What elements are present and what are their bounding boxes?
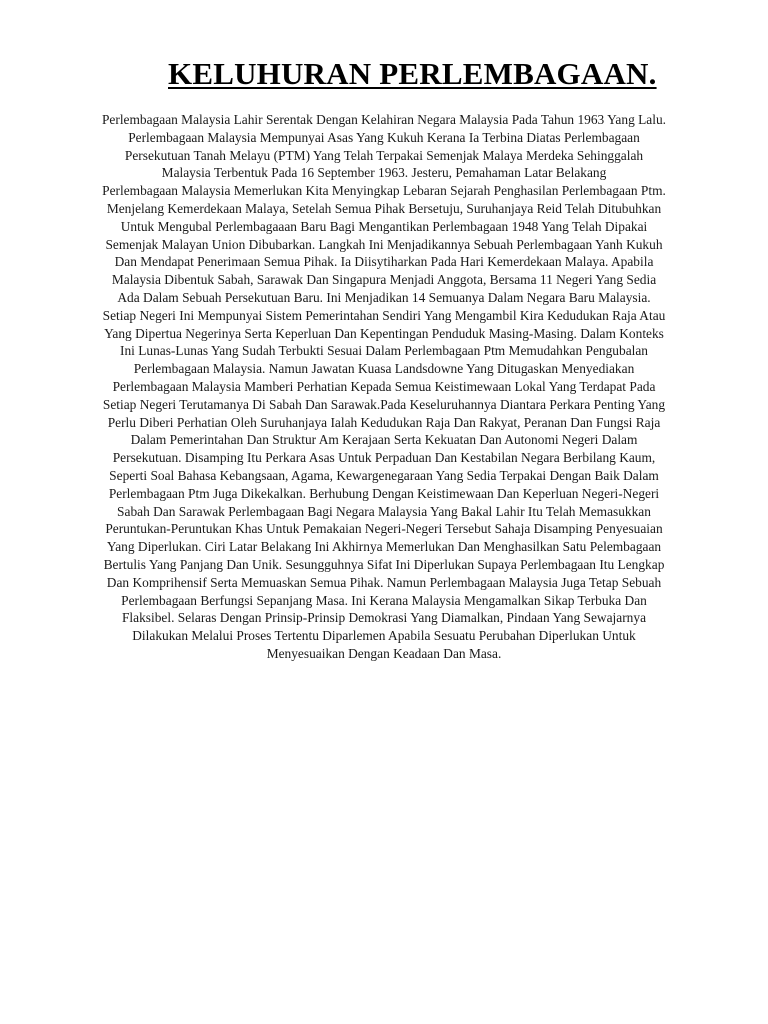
body-line: Perlu Diberi Perhatian Oleh Suruhanjaya Ialah Kedudukan Raja Dan Rakyat, Peranan Dan Fungsi Raja xyxy=(107,414,661,430)
body-line: Sabah Dan Sarawak Perlembagaan Bagi Negara Malaysia Yang Bakal Lahir Itu Telah Memasukkan xyxy=(117,503,651,519)
body-line: Semenjak Malayan Union Dibubarkan. Langkah Ini Menjadikannya Sebuah Perlembagaan Yanh Kukuh xyxy=(105,236,663,252)
body-line: Perlembagaan Malaysia Memerlukan Kita Menyingkap Lebaran Sejarah Penghasilan Perlembagaan Ptm. xyxy=(102,183,666,199)
body-line: Flaksibel. Selaras Dengan Prinsip-Prinsip Demokrasi Yang Diamalkan, Pindaan Yang Sewajarnya xyxy=(121,610,647,626)
body-line: Bertulis Yang Panjang Dan Unik. Sesungguhnya Sifat Ini Diperlukan Supaya Perlembagaan Itu Lengkap xyxy=(103,556,665,572)
body-line: Yang Dipertua Negerinya Serta Keperluan Dan Kepentingan Penduduk Masing-Masing. Dalam Konteks xyxy=(104,325,664,341)
body-line: Dalam Pemerintahan Dan Struktur Am Kerajaan Serta Kekuatan Dan Autonomi Negeri Dalam xyxy=(130,432,638,448)
body-line: Menjelang Kemerdekaan Malaya, Setelah Semua Pihak Bersetuju, Suruhanjaya Reid Telah Ditubuhkan xyxy=(106,200,662,216)
body-line: Setiap Negeri Ini Mempunyai Sistem Pemerintahan Sendiri Yang Mengambil Kira Kedudukan Raja Atau xyxy=(102,307,666,323)
document-title: KELUHURAN PERLEMBAGAAN. xyxy=(168,56,657,91)
body-line: Malaysia Terbentuk Pada 16 September 1963. Jesteru, Pemahaman Latar Belakang xyxy=(161,165,607,181)
body-line: Perlembagaan Malaysia Lahir Serentak Dengan Kelahiran Negara Malaysia Pada Tahun 1963 Yang Lalu. xyxy=(101,112,666,127)
body-line: Peruntukan-Peruntukan Khas Untuk Pemakaian Negeri-Negeri Tersebut Sahaja Disamping Penyesuaian xyxy=(105,521,663,537)
body-line: Setiap Negeri Terutamanya Di Sabah Dan Sarawak.Pada Keseluruhannya Diantara Perkara Penting Yang xyxy=(102,396,666,412)
body-line: Perlembagaan Malaysia. Namun Jawatan Kuasa Landsdowne Yang Ditugaskan Menyediakan xyxy=(133,361,635,377)
body-line: Ada Dalam Sebuah Persekutuan Baru. Ini Menjadikan 14 Semuanya Dalam Negara Baru Malaysia. xyxy=(117,289,651,305)
body-line: Dan Mendapat Penerimaan Semua Pihak. Ia Diisytiharkan Pada Hari Kemerdekaan Malaya. Apabila xyxy=(114,254,654,270)
body-line: Untuk Mengubal Perlembagaaan Baru Bagi Mengantikan Perlembagaan 1948 Yang Telah Dipakai xyxy=(120,218,648,234)
body-line: Dan Komprihensif Serta Memuaskan Semua Pihak. Namun Perlembagaan Malaysia Juga Tetap Sebuah xyxy=(106,574,662,590)
body-line: Perlembagaan Malaysia Mamberi Perhatian Kepada Semua Keistimewaan Lokal Yang Terdapat Pada xyxy=(112,378,656,394)
body-line: Yang Diperlukan. Ciri Latar Belakang Ini Akhirnya Memerlukan Dan Menghasilkan Satu Pelembagaan xyxy=(106,539,662,555)
body-line: Persekutuan Tanah Melayu (PTM) Yang Telah Terpakai Semenjak Malaya Merdeka Sehinggalah xyxy=(124,147,644,163)
body-line: Seperti Soal Bahasa Kebangsaan, Agama, Kewargenegaraan Yang Sedia Terpakai Dengan Baik Dalam xyxy=(109,467,659,483)
body-line: Malaysia Dibentuk Sabah, Sarawak Dan Singapura Menjadi Anggota, Bersama 11 Negeri Yang Sedia xyxy=(111,272,657,288)
body-line: Perlembagaan Ptm Juga Dikekalkan. Berhubung Dengan Keistimewaan Dan Keperluan Negeri-Negeri xyxy=(108,485,660,501)
body-line: Ini Lunas-Lunas Yang Sudah Terbukti Sesuai Dalam Perlembagaan Ptm Memudahkan Pengubalan xyxy=(119,343,649,359)
body-line: Menyesuaikan Dengan Keadaan Dan Masa. xyxy=(266,645,502,661)
body-line: Perlembagaan Berfungsi Sepanjang Masa. Ini Kerana Malaysia Mengamalkan Sikap Terbuka Dan xyxy=(121,592,647,608)
body-line: Perlembagaan Malaysia Mempunyai Asas Yang Kukuh Kerana Ia Terbina Diatas Perlembagaan xyxy=(128,129,640,145)
document-body xyxy=(48,111,720,663)
body-line: Dilakukan Melalui Proses Tertentu Diparlemen Apabila Sesuatu Perubahan Diperlukan Untuk xyxy=(132,628,636,644)
body-line: Persekutuan. Disamping Itu Perkara Asas Untuk Perpaduan Dan Kestabilan Negara Berbilang Kaum, xyxy=(112,450,656,466)
